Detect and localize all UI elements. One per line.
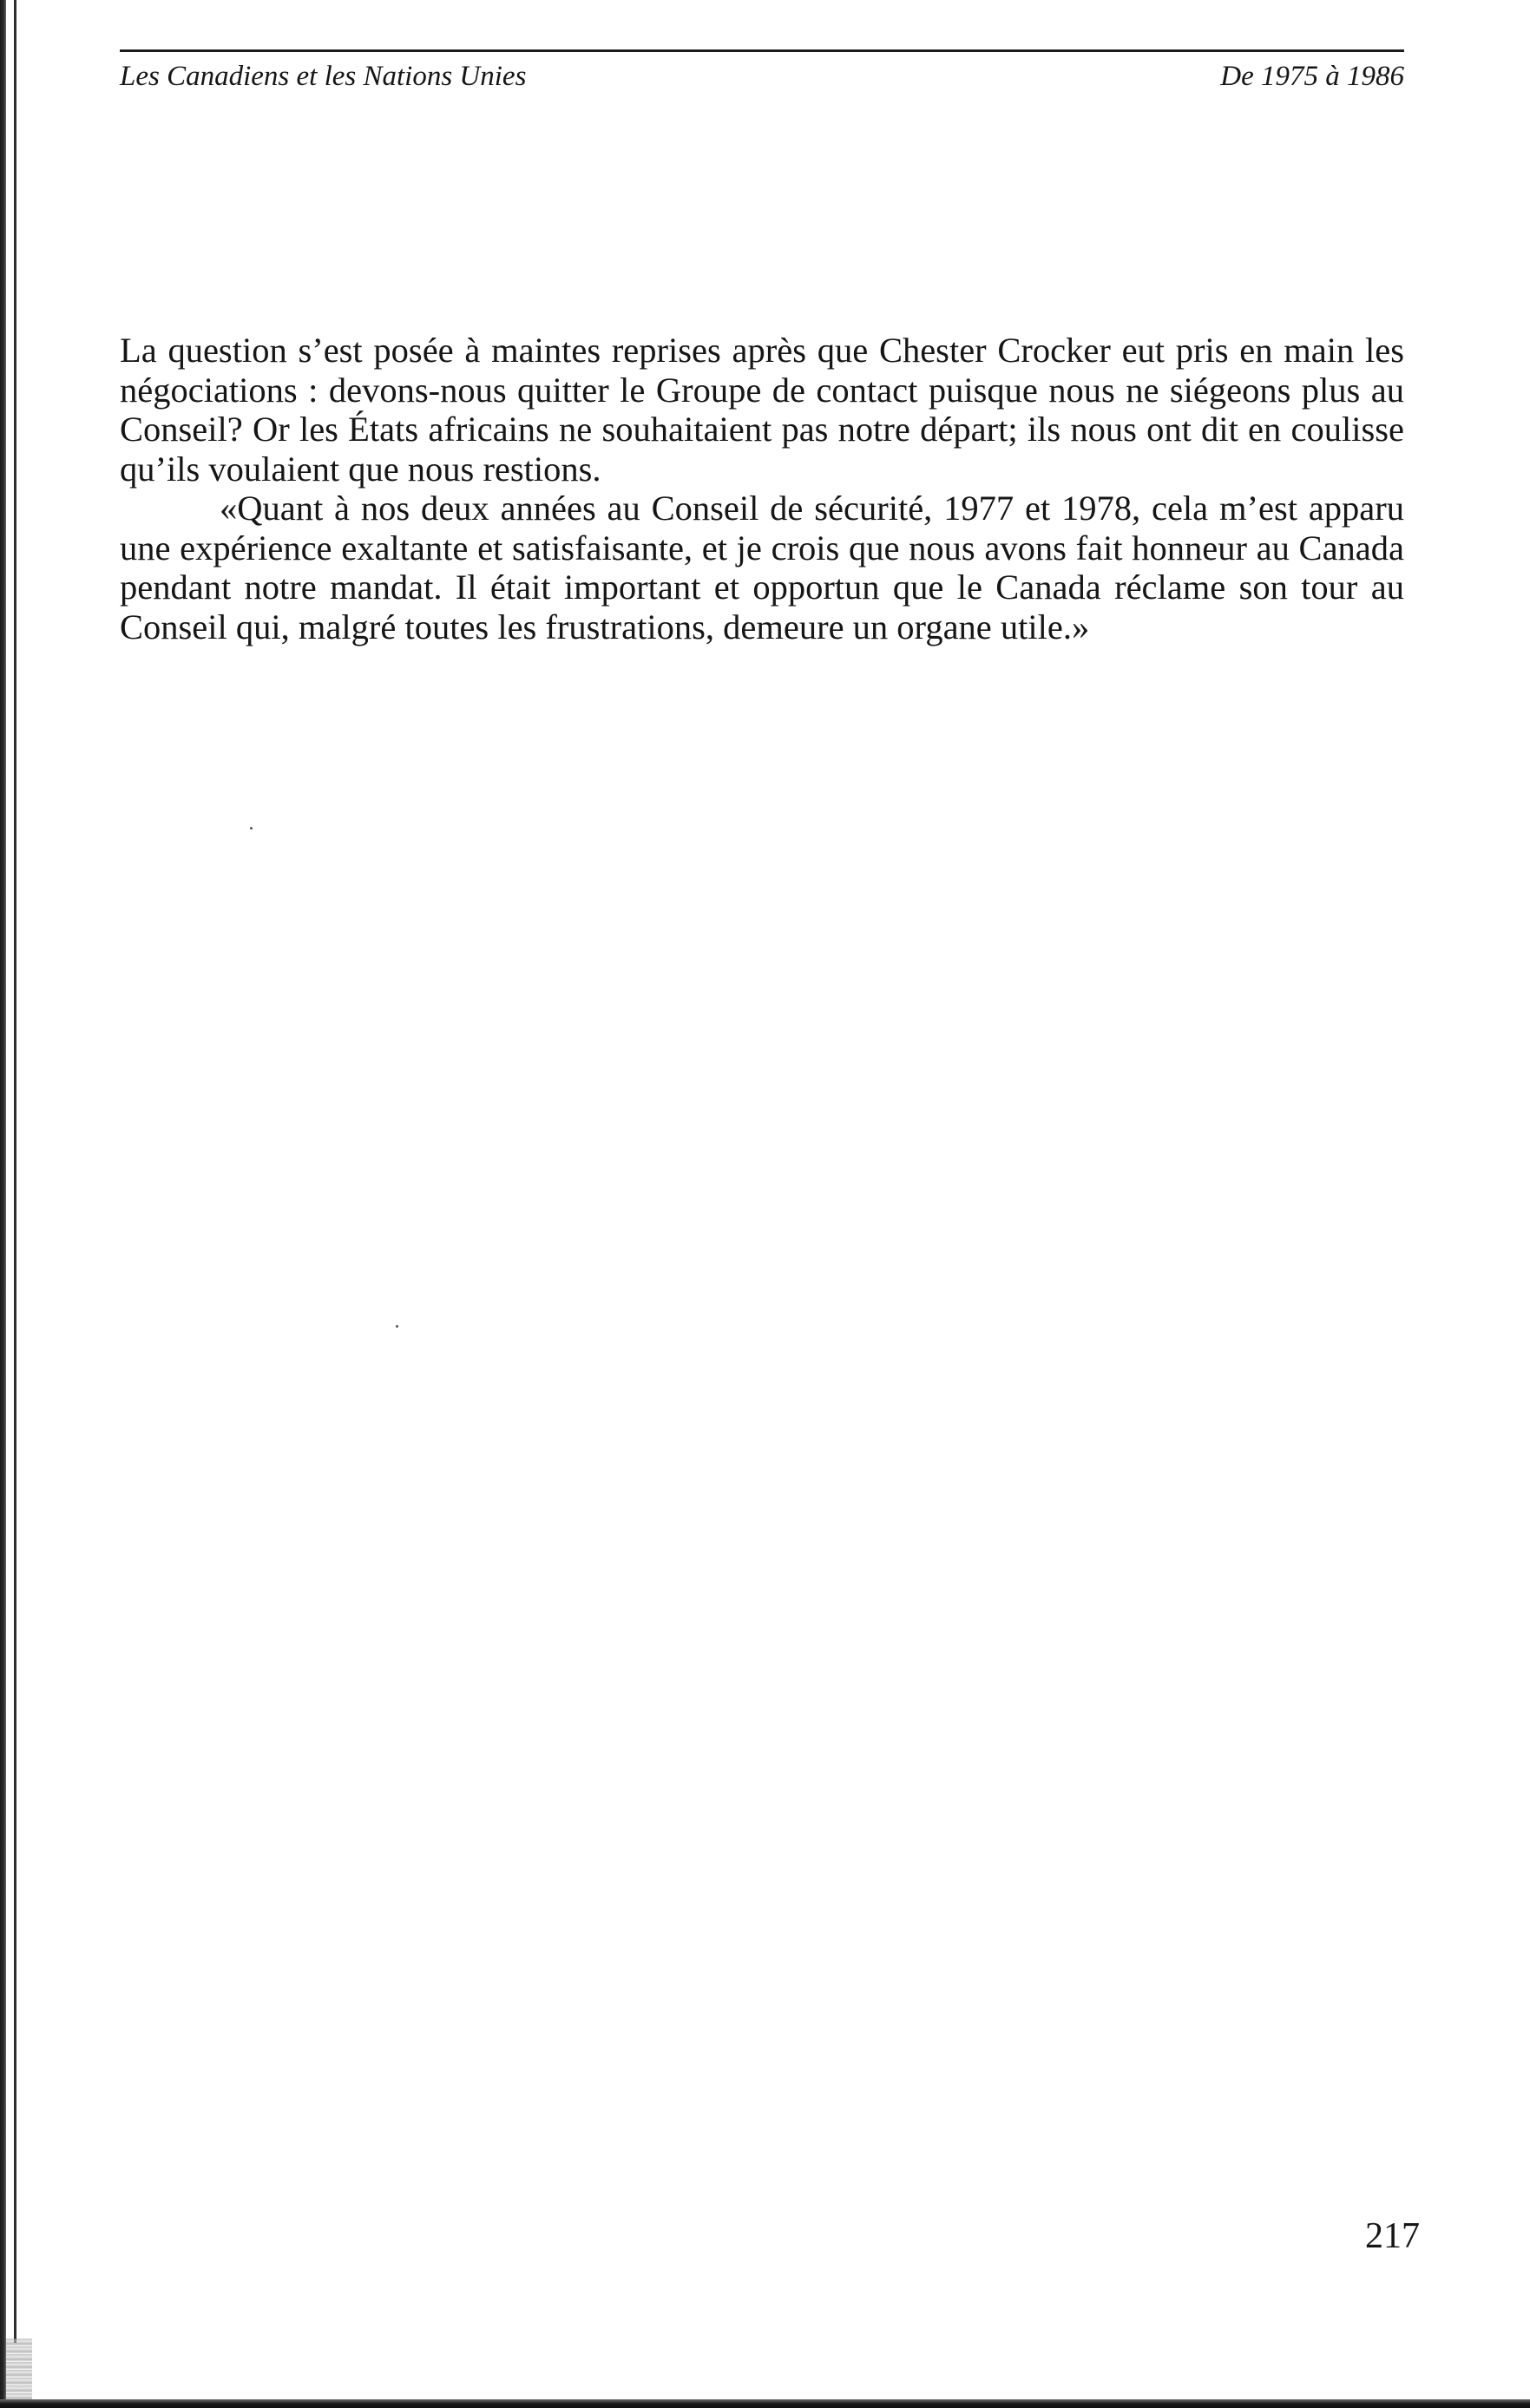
paragraph: «Quant à nos deux années au Conseil de sécurité, 1977 et 1978, cela m’est apparu une expérience exaltante et satisfaisante, et je crois que nous avons fait honneur au Canada pendant notre mandat. Il était important et opportun que le Canada réclame son tour au Conseil qui, malgré toutes les frustrations, demeure un organe utile.» <box>120 489 1404 646</box>
body-text <box>120 331 1404 646</box>
scan-corner-mark <box>6 2339 32 2399</box>
running-head-period: De 1975 à 1986 <box>1220 61 1404 92</box>
scan-speck <box>396 1325 398 1328</box>
scan-edge-bottom <box>0 2399 1530 2408</box>
page-number: 217 <box>1365 2216 1420 2256</box>
running-head <box>120 49 1404 94</box>
running-head-title: Les Canadiens et les Nations Unies <box>120 61 527 92</box>
scan-edge-left <box>0 0 6 2408</box>
scan-edge-inner-line <box>14 0 16 2343</box>
paragraph: La question s’est posée à maintes reprises après que Chester Crocker eut pris en main les négociations : devons-nous quitter le Groupe de contact puisque nous ne siégeons plus au Conseil? Or les États africains ne souhaitaient pas notre départ; ils nous ont dit en coulisse qu’ils voulaient que nous restions. <box>120 331 1404 489</box>
scan-speck <box>250 827 253 830</box>
